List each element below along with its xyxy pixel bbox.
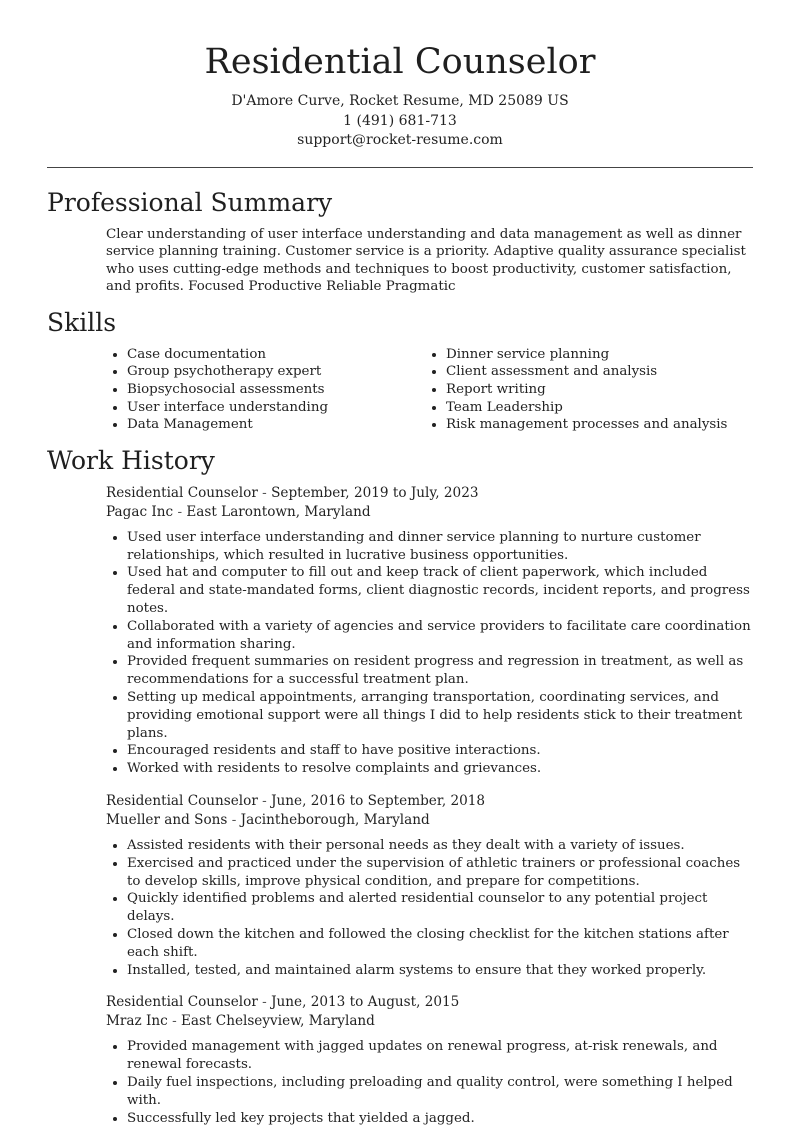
job-separator: - [257, 994, 272, 1011]
job-entry [106, 993, 753, 1127]
work-history-heading: Work History [47, 445, 215, 475]
skill-item: • Biopsychosocial assessments [127, 381, 425, 399]
skill-item: • Team Leadership [446, 399, 744, 417]
header-divider [47, 167, 753, 168]
contact-phone: 1 (491) 681-713 [343, 112, 457, 129]
job-bullets [106, 837, 753, 979]
job-bullet: • Collaborated with a variety of agencies and service providers to facilitate care coordination and information sharing. [127, 618, 753, 654]
job-separator: - [167, 1013, 181, 1030]
job-title: Residential Counselor [106, 793, 258, 809]
skill-item: • Dinner service planning [446, 346, 744, 364]
contact-address: D'Amore Curve, Rocket Resume, MD 25089 US [231, 93, 569, 109]
job-company: Mueller and Sons [106, 812, 228, 828]
job-bullets [106, 1038, 753, 1127]
job-location: East Larontown, Maryland [186, 503, 371, 520]
job-company: Mraz Inc [106, 1013, 168, 1030]
skill-item: • User interface understanding [127, 399, 425, 417]
job-bullet: • Installed, tested, and maintained alarm systems to ensure that they worked properly. [127, 962, 753, 980]
skills-list [0, 346, 800, 434]
job-title-line [106, 484, 753, 503]
skills-column-left [106, 346, 425, 434]
job-separator: - [227, 812, 241, 828]
skills-column-right [425, 346, 744, 434]
skills-heading: Skills [47, 307, 117, 337]
job-dates: June, 2013 to August, 2015 [271, 994, 460, 1011]
job-separator: - [257, 793, 272, 809]
job-bullet: • Provided management with jagged updates on renewal progress, at-risk renewals, and renewal forecasts. [127, 1038, 753, 1074]
skill-item: • Client assessment and analysis [446, 363, 744, 381]
job-bullet: • Worked with residents to resolve complaints and grievances. [127, 760, 753, 778]
job-bullet: • Used user interface understanding and dinner service planning to nurture customer relationships, which resulted in lucrative business opportunities. [127, 529, 753, 565]
job-separator: - [173, 503, 187, 520]
job-bullets [106, 529, 753, 778]
job-bullet: • Successfully led key projects that yielded a jagged. [127, 1110, 753, 1127]
skill-item: • Risk management processes and analysis [446, 416, 744, 434]
skill-item: • Case documentation [127, 346, 425, 364]
job-title: Residential Counselor [106, 484, 258, 501]
summary-heading: Professional Summary [47, 187, 333, 217]
job-separator: - [257, 484, 272, 501]
job-company: Pagac Inc [106, 503, 174, 520]
job-bullet: • Exercised and practiced under the supervision of athletic trainers or professional coaches to develop skills, improve physical condition, and prepare for competitions. [127, 855, 753, 891]
job-title-line [106, 993, 753, 1012]
summary-text: Clear understanding of user interface understanding and data management as well as dinner service planning training. Customer service is a priority. Adaptive quality assurance specialist who uses cutting-edge methods and techniques to boost productivity, customer satisfaction, and profits. Focused Productive Reliable Pragmatic [106, 226, 746, 295]
contact-info [0, 92, 800, 151]
job-entry [106, 484, 753, 778]
job-entry [106, 792, 753, 979]
job-location: Jacintheborough, Maryland [240, 812, 430, 828]
job-bullet: • Used hat and computer to fill out and keep track of client paperwork, which included federal and state-mandated forms, client diagnostic records, incident reports, and progress notes. [127, 564, 753, 617]
job-company-line [106, 811, 753, 830]
candidate-name: Residential Counselor [204, 42, 596, 82]
job-dates: June, 2016 to September, 2018 [271, 793, 486, 809]
job-title-line [106, 792, 753, 811]
skill-item: • Data Management [127, 416, 425, 434]
resume-header [0, 0, 800, 151]
contact-email: support@rocket-resume.com [297, 132, 503, 148]
job-bullet: • Encouraged residents and staff to have positive interactions. [127, 742, 753, 760]
job-company-line [106, 503, 753, 522]
job-bullet: • Daily fuel inspections, including preloading and quality control, were something I helped with. [127, 1074, 753, 1110]
job-bullet: • Setting up medical appointments, arranging transportation, coordinating services, and providing emotional support were all things I did to help residents stick to their treatment plans. [127, 689, 753, 742]
skill-item: • Report writing [446, 381, 744, 399]
job-dates: September, 2019 to July, 2023 [271, 484, 479, 501]
job-company-line [106, 1012, 753, 1031]
job-bullet: • Assisted residents with their personal needs as they dealt with a variety of issues. [127, 837, 753, 855]
job-bullet: • Provided frequent summaries on resident progress and regression in treatment, as well as recommendations for a successful treatment plan. [127, 653, 753, 689]
job-bullet: • Quickly identified problems and alerted residential counselor to any potential project delays. [127, 890, 753, 926]
job-bullet: • Closed down the kitchen and followed the closing checklist for the kitchen stations after each shift. [127, 926, 753, 962]
job-location: East Chelseyview, Maryland [181, 1013, 375, 1030]
skill-item: • Group psychotherapy expert [127, 363, 425, 381]
job-title: Residential Counselor [106, 994, 258, 1011]
